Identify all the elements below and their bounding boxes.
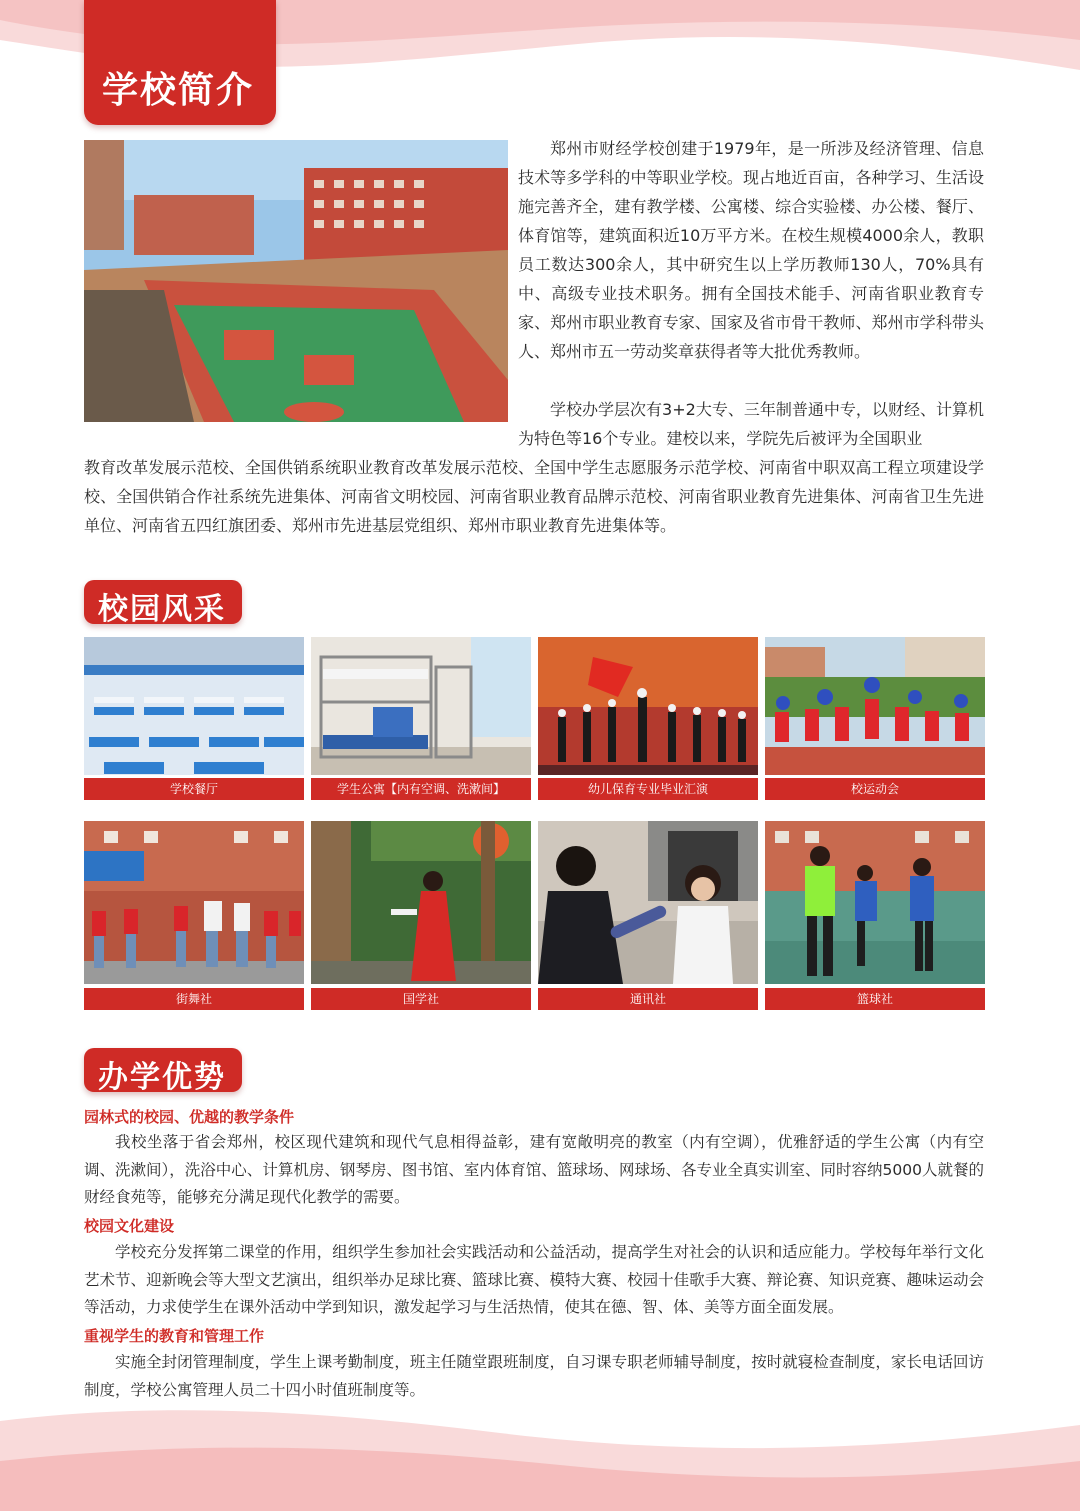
- performance-photo: [538, 637, 758, 775]
- advantage-heading-culture: 校园文化建设: [84, 1217, 175, 1235]
- section-title-intro: 学校简介: [84, 0, 276, 125]
- gallery-caption: 国学社: [311, 988, 531, 1010]
- gallery-caption: 幼儿保育专业毕业汇演: [538, 778, 758, 800]
- section-title-advantages: 办学优势: [84, 1048, 242, 1092]
- campus-aerial-photo: [84, 140, 508, 422]
- section-title-campus: 校园风采: [84, 580, 242, 624]
- canteen-photo: [84, 637, 304, 775]
- news-club-photo: [538, 821, 758, 984]
- gallery-tile-basketball-club[interactable]: [765, 821, 985, 1010]
- advantage-heading-campus: 园林式的校园、优越的教学条件: [84, 1108, 295, 1126]
- advantage-heading-management: 重视学生的教育和管理工作: [84, 1327, 265, 1345]
- gallery-tile-street-dance[interactable]: [84, 821, 304, 1010]
- gallery-caption: 街舞社: [84, 988, 304, 1010]
- gallery-tile-sports-meet[interactable]: [765, 637, 985, 800]
- gallery-tile-performance[interactable]: [538, 637, 758, 800]
- advantage-text-management: 实施全封闭管理制度，学生上课考勤制度，班主任随堂跟班制度，自习课专职老师辅导制度，按时就寝检查制度，家长电话回访制度，学校公寓管理人员二十四小时值班制度等。: [84, 1353, 984, 1399]
- street-dance-photo: [84, 821, 304, 984]
- intro-paragraph-2-cont: 教育改革发展示范校、全国供销系统职业教育改革发展示范校、全国中学生志愿服务示范学校、河南省中职双高工程立项建设学校、全国供销合作社系统先进集体、河南省文明校园、河南省职业教育品牌示范校、河南省职业教育先进集体、河南省卫生先进单位、河南省五四红旗团委、郑州市先进基层党组织、郑州市职业教育先进集体等。: [84, 458, 984, 535]
- gallery-tile-classics-club[interactable]: [311, 821, 531, 1010]
- sports-meet-photo: [765, 637, 985, 775]
- advantage-text-campus: 我校坐落于省会郑州，校区现代建筑和现代气息相得益彰，建有宽敞明亮的教室（内有空调），优雅舒适的学生公寓（内有空调、洗漱间），洗浴中心、计算机房、钢琴房、图书馆、室内体育馆、篮球场、网球场、各专业全真实训室、同时容纳5000人就餐的财经食苑等，能够充分满足现代化教学的需要。: [84, 1133, 984, 1206]
- gallery-tile-news-club[interactable]: [538, 821, 758, 1010]
- gallery-caption: 通讯社: [538, 988, 758, 1010]
- gallery-tile-canteen[interactable]: [84, 637, 304, 800]
- gallery-caption: 篮球社: [765, 988, 985, 1010]
- basketball-club-photo: [765, 821, 985, 984]
- dormitory-photo: [311, 637, 531, 775]
- gallery-caption: 学校餐厅: [84, 778, 304, 800]
- gallery-caption: 校运动会: [765, 778, 985, 800]
- intro-paragraph-1: 郑州市财经学校创建于1979年，是一所涉及经济管理、信息技术等多学科的中等职业学校。现占地近百亩，各种学习、生活设施完善齐全，建有教学楼、公寓楼、综合实验楼、办公楼、餐厅、体育馆等，建筑面积近10万平方米。在校生规模4000余人，教职员工数达300余人，其中研究生以上学历教师130人，70%具有中、高级专业技术职务。拥有全国技术能手、河南省职业教育专家、郑州市职业教育专家、国家及省市骨干教师、郑州市学科带头人、郑州市五一劳动奖章获得者等大批优秀教师。: [518, 139, 984, 361]
- advantage-text-culture: 学校充分发挥第二课堂的作用，组织学生参加社会实践活动和公益活动，提高学生对社会的认识和适应能力。学校每年举行文化艺术节、迎新晚会等大型文艺演出，组织举办足球比赛、篮球比赛、模特大赛、校园十佳歌手大赛、辩论赛、知识竞赛、趣味运动会等活动，力求使学生在课外活动中学到知识，激发起学习与生活热情，使其在德、智、体、美等方面全面发展。: [84, 1243, 984, 1316]
- classics-club-photo: [311, 821, 531, 984]
- intro-paragraph-2-start: 学校办学层次有3+2大专、三年制普通中专，以财经、计算机为特色等16个专业。建校以来，学院先后被评为全国职业: [518, 400, 984, 448]
- gallery-caption: 学生公寓【内有空调、洗漱间】: [311, 778, 531, 800]
- gallery-tile-dormitory[interactable]: [311, 637, 531, 800]
